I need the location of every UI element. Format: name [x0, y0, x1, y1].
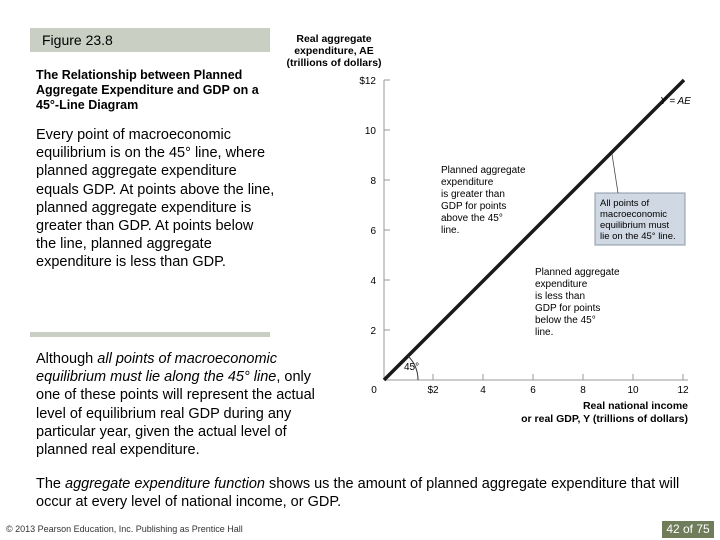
figure-title: The Relationship between Planned Aggregate Expenditure and GDP on a 45°-Line Diagram: [36, 68, 259, 112]
x-tick-label: $2: [427, 385, 439, 396]
label-below-text: expenditure: [535, 279, 588, 290]
label-below-line: [535, 267, 620, 338]
y-axis-title-line-2: expenditure, AE: [294, 45, 374, 57]
copyright-notice: © 2013 Pearson Education, Inc. Publishing as Prentice Hall: [6, 524, 243, 534]
y-tick-label: 10: [364, 126, 376, 137]
y-tick-label: $12: [359, 76, 376, 87]
label-above-text: above the 45°: [441, 213, 503, 224]
para3-text-a: The: [36, 476, 66, 492]
label-below-text: Planned aggregate: [535, 267, 620, 278]
x-tick-label: 6: [530, 385, 536, 396]
label-below-text: below the 45°: [535, 315, 596, 326]
page-number: 42 of 75: [662, 521, 714, 538]
label-above-text: is greater than: [441, 189, 505, 200]
label-above-text: GDP for points: [441, 201, 507, 212]
origin-label: 0: [371, 385, 377, 396]
x-tick-label: 4: [480, 385, 486, 396]
x-tick-label: 10: [627, 385, 639, 396]
label-below-text: line.: [535, 327, 554, 338]
y-axis-title-line-1: Real aggregate: [296, 33, 372, 45]
y-tick-label: 6: [370, 226, 376, 237]
label-above-text: expenditure: [441, 177, 494, 188]
callout-text: All points of: [600, 198, 650, 209]
callout-pointer: [612, 154, 618, 193]
x-ticks: [371, 374, 689, 396]
equilibrium-paragraph: Every point of macroeconomic equilibrium is on the 45° line, where planned aggregate expenditure equals GDP. At points above the line, planned aggregate expenditure is greater than GDP. At points below the line, planned aggregate expenditure is less than GDP.: [36, 127, 275, 271]
callout-text: equilibrium must: [600, 220, 670, 231]
angle-label: 45°: [404, 362, 420, 373]
label-above-text: line.: [441, 225, 460, 236]
y-tick-label: 8: [370, 176, 376, 187]
para3-italic: aggregate expenditure function: [65, 476, 265, 492]
figure-label: Figure 23.8: [42, 32, 113, 48]
y-axis-title-line-3: (trillions of dollars): [286, 57, 382, 69]
x-axis-title-line-1: Real national income: [582, 400, 688, 412]
y-tick-label: 4: [370, 276, 376, 287]
line-label: Y = AE: [660, 96, 691, 107]
y-ticks: [359, 76, 390, 337]
label-above-text: Planned aggregate: [441, 165, 526, 176]
para2-text-a: Although: [36, 351, 98, 367]
label-below-text: GDP for points: [535, 303, 601, 314]
x-tick-label: 8: [580, 385, 586, 396]
x-tick-label: 12: [677, 385, 689, 396]
label-above-line: [441, 165, 526, 236]
y-tick-label: 2: [370, 326, 376, 337]
para2-text-b: , only one of these points will represent the actual level of equilibrium real GDP during any particular year, given the actual level of planned real expenditure.: [36, 369, 315, 459]
label-below-text: is less than: [535, 291, 586, 302]
para3-text-b: shows us the amount of planned aggregate expenditure that will occur at every level of national income, or GDP.: [36, 476, 680, 511]
callout-text: macroeconomic: [600, 209, 668, 220]
x-axis-title-line-2: or real GDP, Y (trillions of dollars): [521, 413, 688, 425]
para2-italic: all points of macroeconomic equilibrium must lie along the 45° line: [36, 351, 278, 386]
callout-text: lie on the 45° line.: [600, 231, 676, 242]
